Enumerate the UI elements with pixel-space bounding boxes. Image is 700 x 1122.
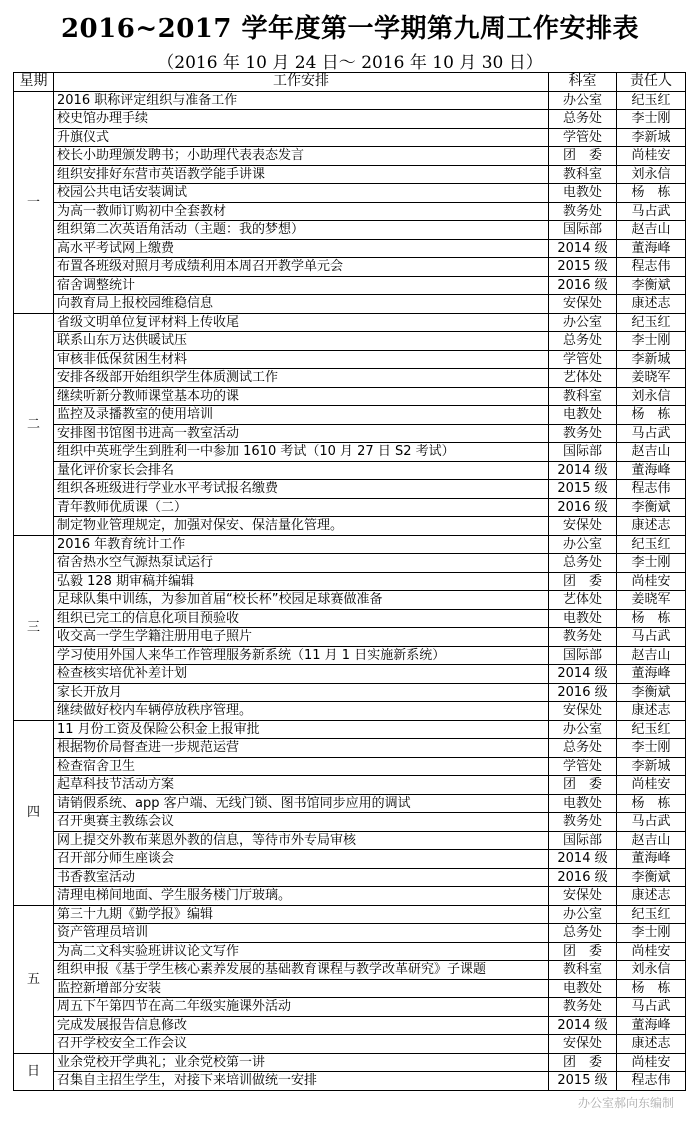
dept-cell: 教务处 <box>549 424 617 443</box>
table-row <box>14 1072 686 1091</box>
task-cell: 校史馆办理手续 <box>54 110 549 129</box>
task-cell: 监控及录播教室的使用培训 <box>54 406 549 425</box>
dept-cell: 2016 级 <box>549 868 617 887</box>
dept-cell: 团 委 <box>549 572 617 591</box>
table-row <box>14 831 686 850</box>
dept-cell: 国际部 <box>549 831 617 850</box>
task-cell: 召集自主招生学生，对接下来培训做统一安排 <box>54 1072 549 1091</box>
dept-cell: 总务处 <box>549 924 617 943</box>
table-row <box>14 424 686 443</box>
dept-cell: 总务处 <box>549 739 617 758</box>
person-cell: 赵吉山 <box>617 443 686 462</box>
task-cell: 升旗仪式 <box>54 128 549 147</box>
table-row <box>14 295 686 314</box>
table-row <box>14 128 686 147</box>
person-cell: 李新城 <box>617 350 686 369</box>
dept-cell: 艺体处 <box>549 591 617 610</box>
table-row <box>14 443 686 462</box>
dept-cell: 2015 级 <box>549 480 617 499</box>
table-row <box>14 794 686 813</box>
task-cell: 继续听新分教师课堂基本功的课 <box>54 387 549 406</box>
table-row <box>14 850 686 869</box>
task-cell: 向教育局上报校园维稳信息 <box>54 295 549 314</box>
header-day: 星期 <box>14 73 54 92</box>
task-cell: 制定物业管理规定，加强对保安、保洁量化管理。 <box>54 517 549 536</box>
task-cell: 审核非低保贫困生材料 <box>54 350 549 369</box>
person-cell: 程志伟 <box>617 1072 686 1091</box>
table-row <box>14 184 686 203</box>
table-row <box>14 480 686 499</box>
person-cell: 董海峰 <box>617 665 686 684</box>
person-cell: 程志伟 <box>617 258 686 277</box>
dept-cell: 安保处 <box>549 887 617 906</box>
dept-cell: 安保处 <box>549 1035 617 1054</box>
task-cell: 周五下午第四节在高二年级实施课外活动 <box>54 998 549 1017</box>
person-cell: 杨 栋 <box>617 406 686 425</box>
task-cell: 检查宿舍卫生 <box>54 757 549 776</box>
task-cell: 第三十九期《勤学报》编辑 <box>54 905 549 924</box>
task-cell: 校园公共电话安装调试 <box>54 184 549 203</box>
task-cell: 布置各班级对照月考成绩利用本周召开教学单元会 <box>54 258 549 277</box>
person-cell: 董海峰 <box>617 850 686 869</box>
task-cell: 组织申报《基于学生核心素养发展的基础教育课程与教学改革研究》子课题 <box>54 961 549 980</box>
task-cell: 业余党校开学典礼；业余党校第一讲 <box>54 1053 549 1072</box>
dept-cell: 总务处 <box>549 110 617 129</box>
dept-cell: 国际部 <box>549 443 617 462</box>
person-cell: 纪玉红 <box>617 91 686 110</box>
header-dept: 科室 <box>549 73 617 92</box>
table-row <box>14 147 686 166</box>
dept-cell: 国际部 <box>549 221 617 240</box>
task-cell: 为高一教师订购初中全套教材 <box>54 202 549 221</box>
task-cell: 召开奥赛主教练会议 <box>54 813 549 832</box>
table-row <box>14 1016 686 1035</box>
task-cell: 继续做好校内车辆停放秩序管理。 <box>54 702 549 721</box>
table-row <box>14 406 686 425</box>
task-cell: 联系山东万达供暖试压 <box>54 332 549 351</box>
person-cell: 纪玉红 <box>617 535 686 554</box>
dept-cell: 教科室 <box>549 387 617 406</box>
person-cell: 李新城 <box>617 128 686 147</box>
task-cell: 量化评价家长会排名 <box>54 461 549 480</box>
table-row <box>14 665 686 684</box>
task-cell: 完成发展报告信息修改 <box>54 1016 549 1035</box>
day-label: 一 <box>14 91 54 313</box>
table-row <box>14 1035 686 1054</box>
person-cell: 李衡斌 <box>617 498 686 517</box>
dept-cell: 2014 级 <box>549 850 617 869</box>
day-label: 三 <box>14 535 54 720</box>
table-row <box>14 517 686 536</box>
person-cell: 杨 栋 <box>617 979 686 998</box>
dept-cell: 学管处 <box>549 757 617 776</box>
task-cell: 2016 职称评定组织与准备工作 <box>54 91 549 110</box>
task-cell: 检查核实培优补差计划 <box>54 665 549 684</box>
task-cell: 网上提交外教布莱恩外教的信息，等待市外专局审核 <box>54 831 549 850</box>
dept-cell: 2016 级 <box>549 498 617 517</box>
dept-cell: 教务处 <box>549 628 617 647</box>
person-cell: 李士刚 <box>617 110 686 129</box>
task-cell: 书香教室活动 <box>54 868 549 887</box>
footer-credit: 办公室郝向东编制 <box>577 1096 674 1110</box>
person-cell: 刘永信 <box>617 961 686 980</box>
dept-cell: 学管处 <box>549 128 617 147</box>
task-cell: 宿舍调整统计 <box>54 276 549 295</box>
table-row <box>14 868 686 887</box>
task-cell: 安排图书馆图书进高一教室活动 <box>54 424 549 443</box>
dept-cell: 教科室 <box>549 165 617 184</box>
table-row <box>14 110 686 129</box>
task-cell: 资产管理员培训 <box>54 924 549 943</box>
person-cell: 康述志 <box>617 702 686 721</box>
person-cell: 纪玉红 <box>617 313 686 332</box>
person-cell: 纪玉红 <box>617 720 686 739</box>
person-cell: 李士刚 <box>617 554 686 573</box>
dept-cell: 电教处 <box>549 184 617 203</box>
table-row <box>14 369 686 388</box>
table-row <box>14 776 686 795</box>
table-row <box>14 572 686 591</box>
table-row <box>14 202 686 221</box>
dept-cell: 2014 级 <box>549 665 617 684</box>
dept-cell: 电教处 <box>549 609 617 628</box>
person-cell: 尚桂安 <box>617 942 686 961</box>
task-cell: 组织安排好东营市英语教学能手讲课 <box>54 165 549 184</box>
table-row <box>14 350 686 369</box>
dept-cell: 办公室 <box>549 313 617 332</box>
table-row <box>14 905 686 924</box>
dept-cell: 团 委 <box>549 147 617 166</box>
dept-cell: 学管处 <box>549 350 617 369</box>
person-cell: 纪玉红 <box>617 905 686 924</box>
dept-cell: 教务处 <box>549 202 617 221</box>
task-cell: 请销假系统、app 客户端、无线门锁、图书馆同步应用的调试 <box>54 794 549 813</box>
task-cell: 起草科技节活动方案 <box>54 776 549 795</box>
task-cell: 为高二文科实验班讲议论文写作 <box>54 942 549 961</box>
task-cell: 清理电梯间地面、学生服务楼门厅玻璃。 <box>54 887 549 906</box>
person-cell: 赵吉山 <box>617 831 686 850</box>
person-cell: 董海峰 <box>617 461 686 480</box>
table-row <box>14 720 686 739</box>
person-cell: 李新城 <box>617 757 686 776</box>
dept-cell: 2014 级 <box>549 1016 617 1035</box>
person-cell: 杨 栋 <box>617 184 686 203</box>
person-cell: 杨 栋 <box>617 794 686 813</box>
table-row <box>14 332 686 351</box>
person-cell: 杨 栋 <box>617 609 686 628</box>
dept-cell: 电教处 <box>549 406 617 425</box>
day-label: 日 <box>14 1053 54 1090</box>
dept-cell: 2016 级 <box>549 276 617 295</box>
table-row <box>14 387 686 406</box>
task-cell: 收交高一学生学籍注册用电子照片 <box>54 628 549 647</box>
person-cell: 康述志 <box>617 295 686 314</box>
person-cell: 李衡斌 <box>617 276 686 295</box>
dept-cell: 办公室 <box>549 905 617 924</box>
person-cell: 康述志 <box>617 1035 686 1054</box>
task-cell: 组织第二次英语角活动（主题：我的梦想） <box>54 221 549 240</box>
task-cell: 召开部分师生座谈会 <box>54 850 549 869</box>
dept-cell: 总务处 <box>549 332 617 351</box>
table-row <box>14 646 686 665</box>
person-cell: 姜晓军 <box>617 591 686 610</box>
page-title: 2016~2017 学年度第一学期第九周工作安排表 <box>60 14 640 44</box>
table-row <box>14 998 686 1017</box>
person-cell: 董海峰 <box>617 239 686 258</box>
person-cell: 刘永信 <box>617 387 686 406</box>
table-row <box>14 924 686 943</box>
task-cell: 根据物价局督查进一步规范运营 <box>54 739 549 758</box>
table-row <box>14 1053 686 1072</box>
table-row <box>14 276 686 295</box>
task-cell: 弘毅 128 期审稿并编辑 <box>54 572 549 591</box>
table-row <box>14 535 686 554</box>
table-row <box>14 591 686 610</box>
dept-cell: 团 委 <box>549 1053 617 1072</box>
dept-cell: 办公室 <box>549 91 617 110</box>
task-cell: 组织各班级进行学业水平考试报名缴费 <box>54 480 549 499</box>
dept-cell: 办公室 <box>549 720 617 739</box>
person-cell: 尚桂安 <box>617 147 686 166</box>
person-cell: 李士刚 <box>617 739 686 758</box>
person-cell: 马占武 <box>617 813 686 832</box>
person-cell: 尚桂安 <box>617 776 686 795</box>
person-cell: 赵吉山 <box>617 221 686 240</box>
table-row <box>14 683 686 702</box>
schedule-table <box>13 72 686 1091</box>
table-row <box>14 91 686 110</box>
table-row <box>14 313 686 332</box>
table-row <box>14 813 686 832</box>
person-cell: 李士刚 <box>617 924 686 943</box>
date-range: （2016 年 10 月 24 日～ 2016 年 10 月 30 日） <box>157 53 543 73</box>
day-label: 五 <box>14 905 54 1053</box>
table-row <box>14 609 686 628</box>
table-row <box>14 258 686 277</box>
table-row <box>14 165 686 184</box>
person-cell: 李士刚 <box>617 332 686 351</box>
table-row <box>14 739 686 758</box>
dept-cell: 总务处 <box>549 554 617 573</box>
dept-cell: 2015 级 <box>549 1072 617 1091</box>
table-row <box>14 628 686 647</box>
table-header-row <box>14 73 686 92</box>
day-label: 四 <box>14 720 54 905</box>
table-row <box>14 961 686 980</box>
dept-cell: 国际部 <box>549 646 617 665</box>
table-row <box>14 239 686 258</box>
person-cell: 尚桂安 <box>617 1053 686 1072</box>
task-cell: 省级文明单位复评材料上传收尾 <box>54 313 549 332</box>
dept-cell: 安保处 <box>549 295 617 314</box>
person-cell: 马占武 <box>617 998 686 1017</box>
table-row <box>14 461 686 480</box>
dept-cell: 团 委 <box>549 942 617 961</box>
person-cell: 康述志 <box>617 517 686 536</box>
task-cell: 组织中英班学生到胜利一中参加 1610 考试（10 月 27 日 S2 考试） <box>54 443 549 462</box>
table-row <box>14 554 686 573</box>
table-row <box>14 887 686 906</box>
task-cell: 足球队集中训练，为参加首届“校长杯”校园足球赛做准备 <box>54 591 549 610</box>
header-task: 工作安排 <box>54 73 549 92</box>
dept-cell: 团 委 <box>549 776 617 795</box>
table-row <box>14 757 686 776</box>
dept-cell: 电教处 <box>549 979 617 998</box>
person-cell: 马占武 <box>617 628 686 647</box>
person-cell: 李衡斌 <box>617 868 686 887</box>
task-cell: 11 月份工资及保险公积金上报审批 <box>54 720 549 739</box>
dept-cell: 电教处 <box>549 794 617 813</box>
dept-cell: 教科室 <box>549 961 617 980</box>
task-cell: 安排各级部开始组织学生体质测试工作 <box>54 369 549 388</box>
task-cell: 校长小助理颁发聘书；小助理代表表态发言 <box>54 147 549 166</box>
dept-cell: 艺体处 <box>549 369 617 388</box>
header-person: 责任人 <box>617 73 686 92</box>
person-cell: 刘永信 <box>617 165 686 184</box>
person-cell: 姜晓军 <box>617 369 686 388</box>
person-cell: 赵吉山 <box>617 646 686 665</box>
dept-cell: 办公室 <box>549 535 617 554</box>
dept-cell: 教务处 <box>549 813 617 832</box>
person-cell: 董海峰 <box>617 1016 686 1035</box>
dept-cell: 安保处 <box>549 702 617 721</box>
person-cell: 马占武 <box>617 424 686 443</box>
task-cell: 召开学校安全工作会议 <box>54 1035 549 1054</box>
dept-cell: 2016 级 <box>549 683 617 702</box>
dept-cell: 2015 级 <box>549 258 617 277</box>
person-cell: 程志伟 <box>617 480 686 499</box>
table-row <box>14 979 686 998</box>
task-cell: 家长开放月 <box>54 683 549 702</box>
task-cell: 2016 年教育统计工作 <box>54 535 549 554</box>
task-cell: 组织已完工的信息化项目预验收 <box>54 609 549 628</box>
day-label: 二 <box>14 313 54 535</box>
dept-cell: 安保处 <box>549 517 617 536</box>
task-cell: 宿舍热水空气源热泵试运行 <box>54 554 549 573</box>
person-cell: 康述志 <box>617 887 686 906</box>
table-row <box>14 498 686 517</box>
person-cell: 尚桂安 <box>617 572 686 591</box>
table-row <box>14 942 686 961</box>
task-cell: 学习使用外国人来华工作管理服务新系统（11 月 1 日实施新系统） <box>54 646 549 665</box>
task-cell: 高水平考试网上缴费 <box>54 239 549 258</box>
schedule-body <box>14 91 686 1090</box>
person-cell: 马占武 <box>617 202 686 221</box>
table-row <box>14 221 686 240</box>
task-cell: 监控新增部分安装 <box>54 979 549 998</box>
dept-cell: 2014 级 <box>549 239 617 258</box>
dept-cell: 2014 级 <box>549 461 617 480</box>
person-cell: 李衡斌 <box>617 683 686 702</box>
task-cell: 青年教师优质课（二） <box>54 498 549 517</box>
dept-cell: 教务处 <box>549 998 617 1017</box>
table-row <box>14 702 686 721</box>
